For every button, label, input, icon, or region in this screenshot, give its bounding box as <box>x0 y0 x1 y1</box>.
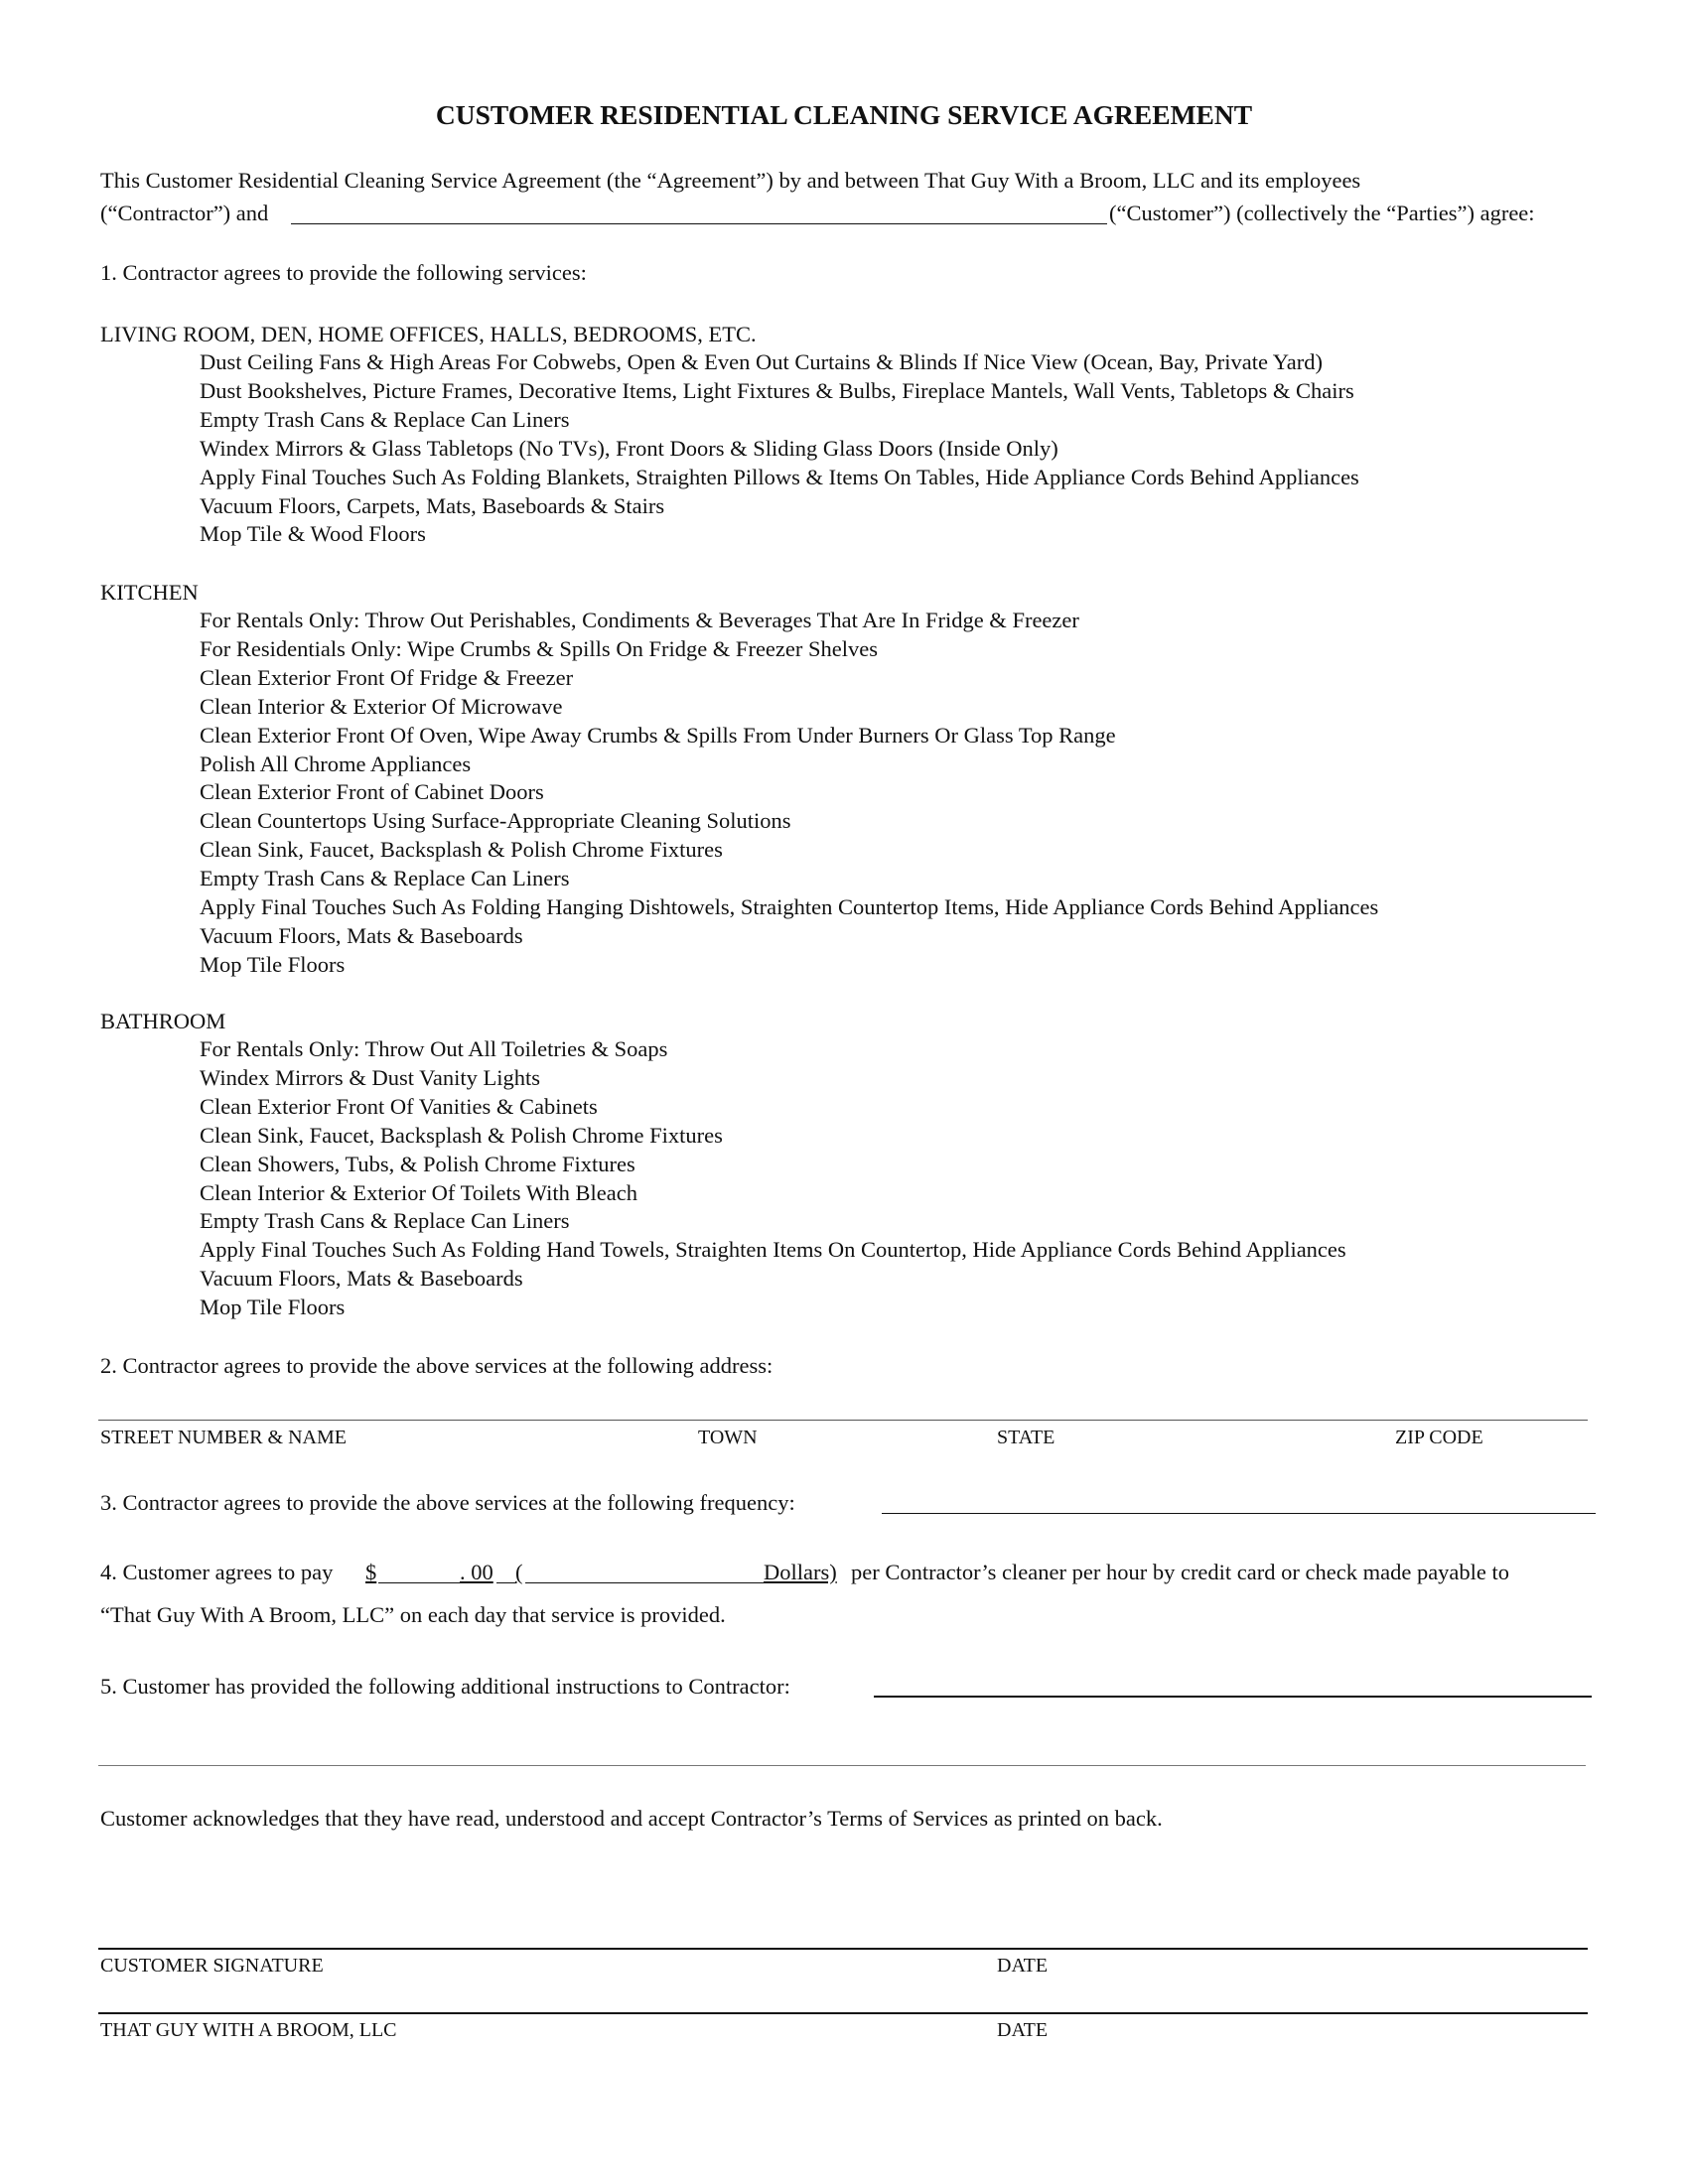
company-date-label: DATE <box>997 2019 1049 2041</box>
clause-3: 3. Contractor agrees to provide the above services at the following frequency: <box>100 1490 795 1515</box>
list-item: Polish All Chrome Appliances <box>200 751 472 776</box>
clause-2: 2. Contractor agrees to provide the above services at the following address: <box>100 1353 774 1378</box>
payment-words-field[interactable] <box>525 1582 764 1583</box>
list-item: Clean Sink, Faucet, Backsplash & Polish Chrome Fixtures <box>200 1122 723 1148</box>
list-item: Vacuum Floors, Carpets, Mats, Baseboards & Stairs <box>200 492 665 518</box>
address-label-zip: ZIP CODE <box>1395 1427 1483 1448</box>
list-item: Empty Trash Cans & Replace Can Liners <box>200 1208 570 1234</box>
intro-contractor-text: (“Contractor”) and <box>100 201 269 225</box>
section-heading-living-room: LIVING ROOM, DEN, HOME OFFICES, HALLS, BEDROOMS, ETC. <box>100 322 757 346</box>
list-item: Clean Interior & Exterior Of Toilets With Bleach <box>200 1179 637 1205</box>
payment-paren-open: ( <box>515 1560 523 1584</box>
list-item: Clean Exterior Front Of Oven, Wipe Away Crumbs & Spills From Under Burners Or Glass Top Range <box>200 722 1116 748</box>
list-item: Clean Showers, Tubs, & Polish Chrome Fixtures <box>200 1151 635 1176</box>
customer-signature-line[interactable] <box>98 1948 1588 1950</box>
intro-customer-text: (“Customer”) (collectively the “Parties”) agree: <box>1109 201 1535 225</box>
address-label-street: STREET NUMBER & NAME <box>100 1427 347 1448</box>
intro-line-1: This Customer Residential Cleaning Service Agreement (the “Agreement”) by and between That Guy With a Broom, LLC and its employees <box>100 168 1361 193</box>
frequency-field[interactable] <box>882 1513 1596 1514</box>
address-label-state: STATE <box>997 1427 1055 1448</box>
address-field[interactable] <box>98 1420 1588 1421</box>
list-item: Clean Exterior Front Of Vanities & Cabinets <box>200 1093 598 1119</box>
clause-4-start: 4. Customer agrees to pay <box>100 1560 334 1584</box>
payment-amount-field[interactable] <box>378 1582 460 1583</box>
list-item: Apply Final Touches Such As Folding Blankets, Straighten Pillows & Items On Tables, Hide Appliance Cords Behind Appliances <box>200 464 1359 489</box>
clause-4-line-2: “That Guy With A Broom, LLC” on each day that service is provided. <box>100 1602 726 1627</box>
list-item: Vacuum Floors, Mats & Baseboards <box>200 1266 523 1292</box>
list-item: Vacuum Floors, Mats & Baseboards <box>200 922 523 948</box>
customer-signature-label: CUSTOMER SIGNATURE <box>100 1955 324 1977</box>
list-item: Clean Interior & Exterior Of Microwave <box>200 693 563 719</box>
bathroom-services-list <box>200 1035 1346 1322</box>
instructions-field-line-1[interactable] <box>874 1696 1592 1698</box>
list-item: Clean Exterior Front of Cabinet Doors <box>200 779 544 805</box>
list-item: For Rentals Only: Throw Out All Toiletries & Soaps <box>200 1036 668 1061</box>
list-item: Empty Trash Cans & Replace Can Liners <box>200 406 570 432</box>
clause-5: 5. Customer has provided the following additional instructions to Contractor: <box>100 1674 790 1699</box>
list-item: Dust Ceiling Fans & High Areas For Cobwebs, Open & Even Out Curtains & Blinds If Nice View (Ocean, Bay, Private Yard) <box>200 349 1324 374</box>
clause-1: 1. Contractor agrees to provide the following services: <box>100 260 587 285</box>
customer-date-label: DATE <box>997 1955 1049 1977</box>
section-heading-bathroom: BATHROOM <box>100 1009 226 1033</box>
list-item: Windex Mirrors & Glass Tabletops (No TVs), Front Doors & Sliding Glass Doors (Inside Only) <box>200 435 1058 461</box>
company-signature-line[interactable] <box>98 2012 1588 2014</box>
list-item: Mop Tile & Wood Floors <box>200 521 426 547</box>
living-room-services-list <box>200 348 1359 549</box>
payment-gap-underline <box>496 1582 516 1583</box>
list-item: Clean Exterior Front Of Fridge & Freezer <box>200 664 574 690</box>
payment-cents: . 00 <box>460 1560 493 1584</box>
clause-4-end: per Contractor’s cleaner per hour by credit card or check made payable to <box>851 1560 1510 1584</box>
document-title: CUSTOMER RESIDENTIAL CLEANING SERVICE AGREEMENT <box>435 99 1253 130</box>
list-item: Clean Countertops Using Surface-Appropriate Cleaning Solutions <box>200 808 791 834</box>
acknowledgement-text: Customer acknowledges that they have read, understood and accept Contractor’s Terms of Services as printed on back. <box>100 1806 1163 1831</box>
list-item: Mop Tile Floors <box>200 951 346 977</box>
list-item: For Residentials Only: Wipe Crumbs & Spills On Fridge & Freezer Shelves <box>200 635 878 661</box>
payment-dollar-sign: $ <box>365 1560 377 1584</box>
instructions-field-line-2[interactable] <box>98 1765 1586 1766</box>
company-signature-label: THAT GUY WITH A BROOM, LLC <box>100 2019 397 2041</box>
customer-name-field[interactable] <box>291 223 1107 224</box>
section-heading-kitchen: KITCHEN <box>100 580 199 605</box>
list-item: Empty Trash Cans & Replace Can Liners <box>200 866 570 891</box>
list-item: Mop Tile Floors <box>200 1295 346 1320</box>
intro-line-2 <box>100 200 268 227</box>
payment-dollars-word: Dollars) <box>764 1560 837 1584</box>
address-label-town: TOWN <box>698 1427 758 1448</box>
kitchen-services-list <box>200 607 1378 980</box>
list-item: Apply Final Touches Such As Folding Hand Towels, Straighten Items On Countertop, Hide Appliance Cords Behind Appliances <box>200 1237 1346 1263</box>
list-item: Dust Bookshelves, Picture Frames, Decorative Items, Light Fixtures & Bulbs, Fireplace Mantels, Wall Vents, Tabletops & Chairs <box>200 377 1354 403</box>
clause-4-line-1 <box>100 1559 333 1586</box>
list-item: Clean Sink, Faucet, Backsplash & Polish Chrome Fixtures <box>200 837 723 863</box>
list-item: For Rentals Only: Throw Out Perishables, Condiments & Beverages That Are In Fridge & Freezer <box>200 608 1079 632</box>
list-item: Windex Mirrors & Dust Vanity Lights <box>200 1064 541 1090</box>
list-item: Apply Final Touches Such As Folding Hanging Dishtowels, Straighten Countertop Items, Hide Appliance Cords Behind Appliances <box>200 894 1379 920</box>
